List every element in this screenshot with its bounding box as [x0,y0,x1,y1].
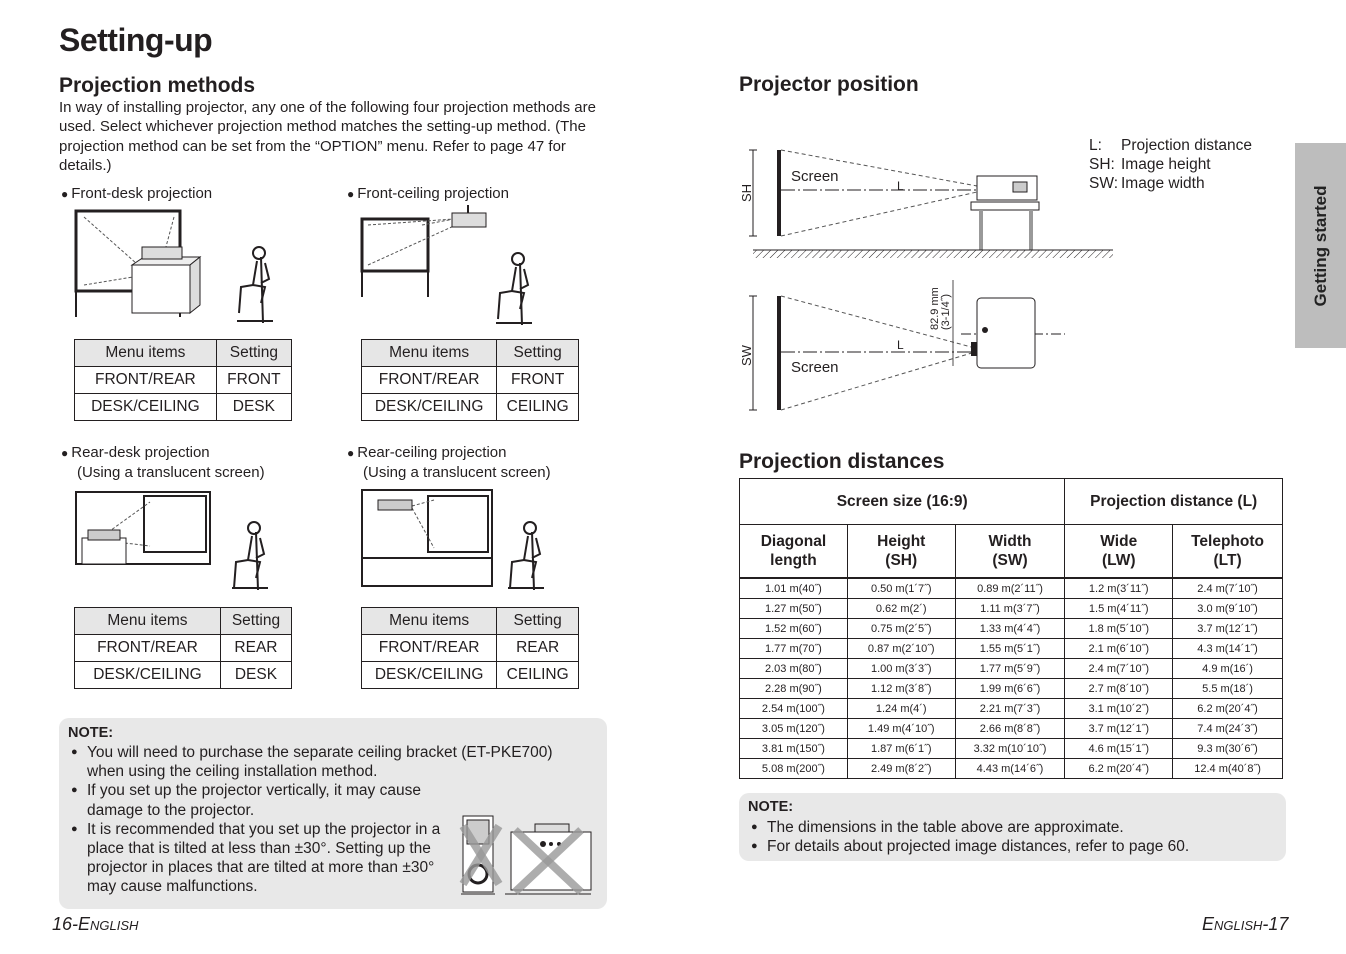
offset-mm-label: 82.9 mm [929,287,941,330]
table-row [740,699,1283,719]
rear-desk-menu-table [74,607,292,689]
setting-cell: REAR [497,635,579,662]
menu-col-header: Menu items [75,340,217,367]
table-cell: 12.4 m(40´8˝) [1173,759,1283,779]
table-cell: 2.4 m(7´10˝) [1173,578,1283,599]
table-row [740,679,1283,699]
table-cell: 3.7 m(12´1˝) [1173,619,1283,639]
setting-cell: DESK [220,662,291,689]
table-cell: 2.4 m(7´10˝) [1065,659,1173,679]
note-item: ● For details about projected image distances, refer to page 60. [749,837,1279,856]
table-cell: 1.24 m(4´) [847,699,955,719]
sh-label: SH [739,183,754,202]
menu-item-cell: FRONT/REAR [362,635,497,662]
projector-position-heading: Projector position [739,73,919,96]
table-row [740,759,1283,779]
table-cell: 2.21 m(7´3˝) [955,699,1065,719]
rear-ceiling-menu-table [361,607,579,689]
table-cell: 1.49 m(4´10˝) [847,719,955,739]
table-cell: 1.52 m(60˝) [740,619,848,639]
col-header-wide: Wide (LW) [1065,525,1173,579]
table-cell: 1.77 m(5´9˝) [955,659,1065,679]
table-cell: 1.5 m(4´11˝) [1065,599,1173,619]
table-row [740,659,1283,679]
right-page-number: English-17 [1202,914,1289,934]
l-label-top: L [897,338,904,352]
table-cell: 2.49 m(8´2˝) [847,759,955,779]
table-cell: 0.50 m(1´7˝) [847,578,955,599]
menu-col-header: Menu items [362,608,497,635]
setting-cell: REAR [220,635,291,662]
table-cell: 7.4 m(24´3˝) [1173,719,1283,739]
section-tab [1295,143,1346,348]
legend-item: SH: Image height [1089,156,1211,173]
table-cell: 1.87 m(6´1˝) [847,739,955,759]
table-cell: 6.2 m(20´4˝) [1173,699,1283,719]
table-row [740,599,1283,619]
menu-item-cell: DESK/CEILING [75,394,217,421]
right-note-box [739,793,1286,861]
table-cell: 1.12 m(3´8˝) [847,679,955,699]
menu-col-header: Menu items [362,340,497,367]
menu-item-cell: FRONT/REAR [75,635,221,662]
table-cell: 3.7 m(12´1˝) [1065,719,1173,739]
setting-col-header: Setting [497,608,579,635]
table-cell: 1.33 m(4´4˝) [955,619,1065,639]
tilt-warning-illustration [459,810,599,900]
table-cell: 4.43 m(14´6˝) [955,759,1065,779]
method-label-front-ceiling: ● Front-ceiling projection [347,185,509,202]
setting-col-header: Setting [220,608,291,635]
projector-position-diagram [735,130,1115,420]
menu-item-cell: DESK/CEILING [362,662,497,689]
menu-item-cell: DESK/CEILING [75,662,221,689]
col-header-diagonal: Diagonal length [740,525,848,579]
table-cell: 2.54 m(100˝) [740,699,848,719]
menu-col-header: Menu items [75,608,221,635]
front-desk-illustration [70,205,300,330]
bullet-icon: ● [347,446,355,460]
table-cell: 5.08 m(200˝) [740,759,848,779]
table-cell: 6.2 m(20´4˝) [1065,759,1173,779]
note-item: ● It is recommended that you set up the projector in a place that is tilted at less than ±30°. Setting up the projector in places that are tilted at more than ±30° may cause malfunctions. [69,820,457,897]
bullet-icon: ● [347,187,355,201]
note-title: NOTE: [68,725,114,741]
setting-cell: CEILING [497,662,579,689]
table-cell: 0.75 m(2´5˝) [847,619,955,639]
note-list [749,818,1279,856]
sw-label: SW [739,345,754,366]
left-note-box [59,718,607,909]
screen-size-group-header: Screen size (16:9) [740,479,1065,525]
setting-cell: CEILING [497,394,579,421]
table-cell: 0.62 m(2´) [847,599,955,619]
section-tab-label: Getting started [1310,185,1330,306]
table-cell: 9.3 m(30´6˝) [1173,739,1283,759]
table-cell: 2.28 m(90˝) [740,679,848,699]
table-cell: 4.6 m(15´1˝) [1065,739,1173,759]
table-cell: 0.89 m(2´11˝) [955,578,1065,599]
bullet-icon: ● [61,446,69,460]
table-cell: 1.2 m(3´11˝) [1065,578,1173,599]
col-header-width: Width (SW) [955,525,1065,579]
left-page-number: 16-English [52,914,139,934]
method-label-rear-ceiling: ● Rear-ceiling projection (Using a translucent screen) [347,444,551,481]
setting-col-header: Setting [497,340,579,367]
bullet-icon: ● [61,187,69,201]
screen-label-top: Screen [791,359,839,376]
setting-cell: FRONT [216,367,291,394]
setting-cell: DESK [216,394,291,421]
table-cell: 1.00 m(3´3˝) [847,659,955,679]
projection-distance-group-header: Projection distance (L) [1065,479,1283,525]
method-label-rear-desk: ● Rear-desk projection (Using a translucent screen) [61,444,265,481]
setting-col-header: Setting [216,340,291,367]
table-cell: 1.99 m(6´6˝) [955,679,1065,699]
offset-inch-label: (3-1/4˝) [940,293,952,330]
table-cell: 4.3 m(14´1˝) [1173,639,1283,659]
table-cell: 3.0 m(9´10˝) [1173,599,1283,619]
table-cell: 2.03 m(80˝) [740,659,848,679]
rear-ceiling-illustration [356,486,586,596]
table-cell: 2.7 m(8´10˝) [1065,679,1173,699]
menu-item-cell: FRONT/REAR [75,367,217,394]
table-cell: 0.87 m(2´10˝) [847,639,955,659]
distance-table-body [740,578,1283,779]
projection-methods-heading: Projection methods [59,74,256,97]
front-ceiling-illustration [356,205,586,330]
table-cell: 2.66 m(8´8˝) [955,719,1065,739]
table-cell: 5.5 m(18´) [1173,679,1283,699]
screen-label-side: Screen [791,168,839,185]
projection-distance-table [739,478,1283,779]
table-cell: 3.81 m(150˝) [740,739,848,759]
table-cell: 1.01 m(40˝) [740,578,848,599]
note-title: NOTE: [748,799,794,815]
table-cell: 1.8 m(5´10˝) [1065,619,1173,639]
front-ceiling-menu-table [361,339,579,421]
note-item: ● You will need to purchase the separate ceiling bracket (ET-PKE700) when using the ceiling installation method. [69,743,589,781]
projection-distances-heading: Projection distances [739,450,945,473]
front-desk-menu-table [74,339,292,421]
method-label-front-desk: ● Front-desk projection [61,185,213,202]
table-cell: 2.1 m(6´10˝) [1065,639,1173,659]
col-header-telephoto: Telephoto (LT) [1173,525,1283,579]
note-item: ● If you set up the projector vertically, it may cause damage to the projector. [69,781,457,819]
table-cell: 1.77 m(70˝) [740,639,848,659]
table-row [740,619,1283,639]
menu-item-cell: FRONT/REAR [362,367,497,394]
legend-item: L: Projection distance [1089,137,1252,154]
table-cell: 1.11 m(3´7˝) [955,599,1065,619]
page-title: Setting-up [59,22,213,58]
intro-text: In way of installing projector, any one of the following four projection methods are used. Select whichever projection method matches the setting-up method. (The projection method can be set from the “OPTION” menu. Refer to page 47 for details.) [59,99,596,174]
menu-item-cell: DESK/CEILING [362,394,497,421]
table-cell: 1.27 m(50˝) [740,599,848,619]
table-cell: 4.9 m(16´) [1173,659,1283,679]
table-cell: 1.55 m(5´1˝) [955,639,1065,659]
table-row [740,639,1283,659]
col-header-height: Height (SH) [847,525,955,579]
table-cell: 3.32 m(10´10˝) [955,739,1065,759]
table-row [740,578,1283,599]
setting-cell: FRONT [497,367,579,394]
note-item: ● The dimensions in the table above are approximate. [749,818,1279,837]
rear-desk-illustration [70,488,300,598]
table-row [740,739,1283,759]
legend-item: SW: Image width [1089,175,1205,192]
table-cell: 3.1 m(10´2˝) [1065,699,1173,719]
table-cell: 3.05 m(120˝) [740,719,848,739]
l-label-side: L [897,179,904,193]
table-row [740,719,1283,739]
